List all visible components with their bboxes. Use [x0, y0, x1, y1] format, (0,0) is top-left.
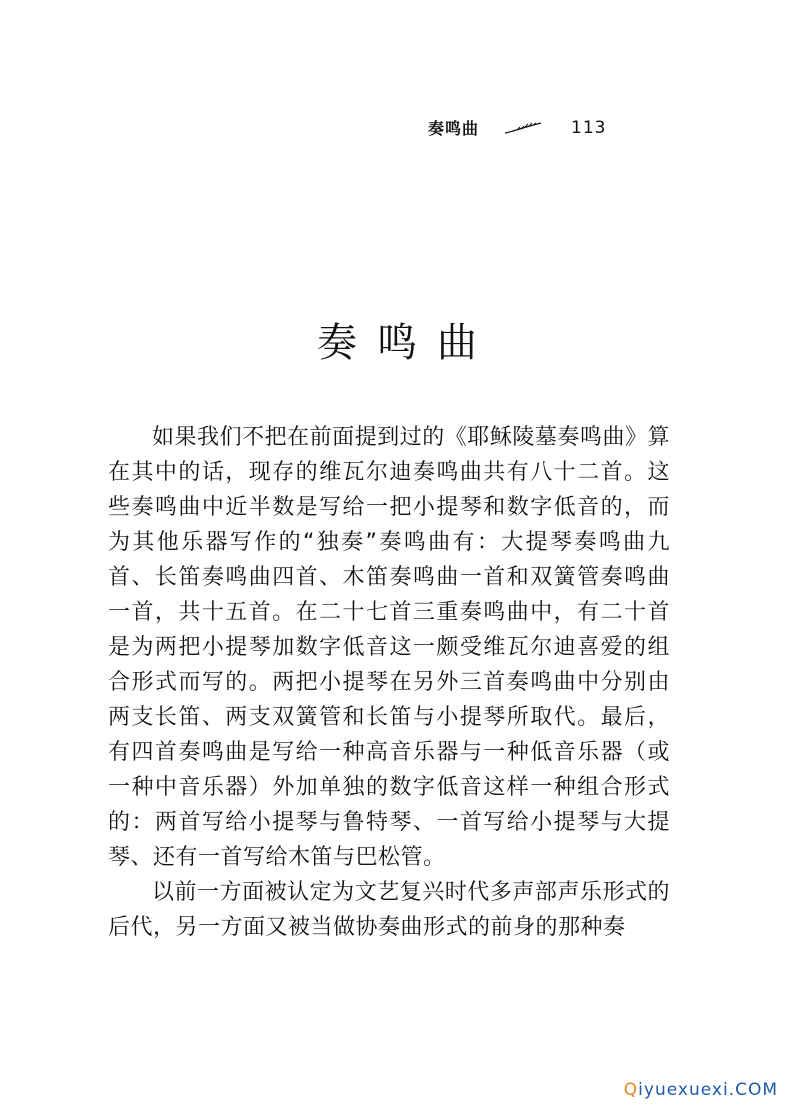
running-header	[428, 116, 606, 139]
watermark-first-char: Q	[623, 1080, 639, 1100]
watermark-rest: iyuexuexi.COM	[638, 1080, 778, 1100]
paragraph-1: 如果我们不把在前面提到过的《耶稣陵墓奏鸣曲》算在其中的话，现存的维瓦尔迪奏鸣曲共有八十二首。这些奏鸣曲中近半数是写给一把小提琴和数字低音的，而为其他乐器写作的“独奏”奏鸣曲有：大提琴奏鸣曲九首、长笛奏鸣曲四首、木笛奏鸣曲一首和双簧管奏鸣曲一首，共十五首。在二十七首三重奏鸣曲中，有二十首是为两把小提琴加数字低音这一颇受维瓦尔迪喜爱的组合形式而写的。两把小提琴在另外三首奏鸣曲中分别由两支长笛、两支双簧管和长笛与小提琴所取代。最后，有四首奏鸣曲是写给一种高音乐器与一种低音乐器（或一种中音乐器）外加单独的数字低音这样一种组合形式的：两首写给小提琴与鲁特琴、一首写给小提琴与大提琴、还有一首写给木笛与巴松管。	[108, 425, 670, 870]
page-number: 113	[571, 117, 607, 138]
site-watermark	[624, 1080, 778, 1100]
body-text	[108, 420, 670, 945]
chapter-title: 奏鸣曲	[317, 319, 497, 366]
quill-ornament-icon	[503, 121, 543, 135]
running-title: 奏鸣曲	[428, 119, 480, 138]
paragraph-2: 以前一方面被认定为文艺复兴时代多声部声乐形式的后代，另一方面又被当做协奏曲形式的前身的那种奏	[108, 880, 670, 940]
